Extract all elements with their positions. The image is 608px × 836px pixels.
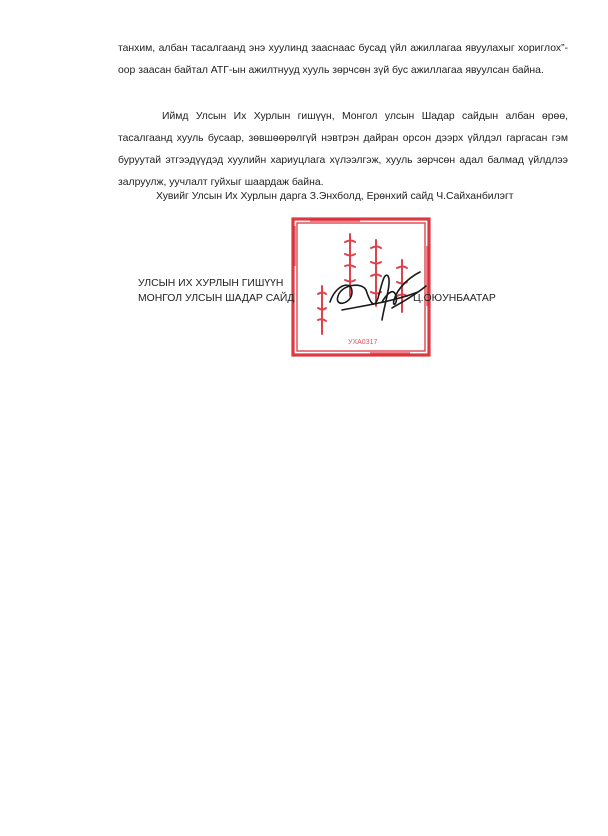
stamp-serial: УХА0317: [348, 339, 378, 346]
signatory-title-line-2: МОНГОЛ УЛСЫН ШАДАР САЙД: [138, 293, 295, 304]
signatory-title: [138, 276, 294, 306]
signer-name: Ц.ОЮУНБААТАР: [413, 293, 496, 304]
signatory-title-line-1: УЛСЫН ИХ ХУРЛЫН ГИШҮҮН: [138, 278, 284, 289]
copy-recipients-line: Хувийг Улсын Их Хурлын дарга З.Энхболд, Ерөнхий сайд Ч.Сайханбилэгт: [156, 191, 514, 202]
paragraph-1: танхим, албан тасалгаанд энэ хуулинд зааснаас бусад үйл ажиллагаа явуулахыг хориглох”-оор заасан байтал АТГ-ын ажилтнууд хууль зөрчсөн зүй бус ажиллагаа явуулсан байна.: [118, 43, 568, 76]
paragraph-2: Иймд Улсын Их Хурлын гишүүн, Монгол улсын Шадар сайдын албан өрөө, тасалгаанд хууль бусаар, зөвшөөрөлгүй нэвтрэн дайран орсон дээрх үйлдэл гаргасан гэм буруутай этгээдүүдэд хуулийн хариуцлага хүлээлгэж, хууль зөрчсөн адал балмад үйлдлээ залруулж, уучлалт гуйхыг шаардаж байна.: [118, 111, 568, 188]
